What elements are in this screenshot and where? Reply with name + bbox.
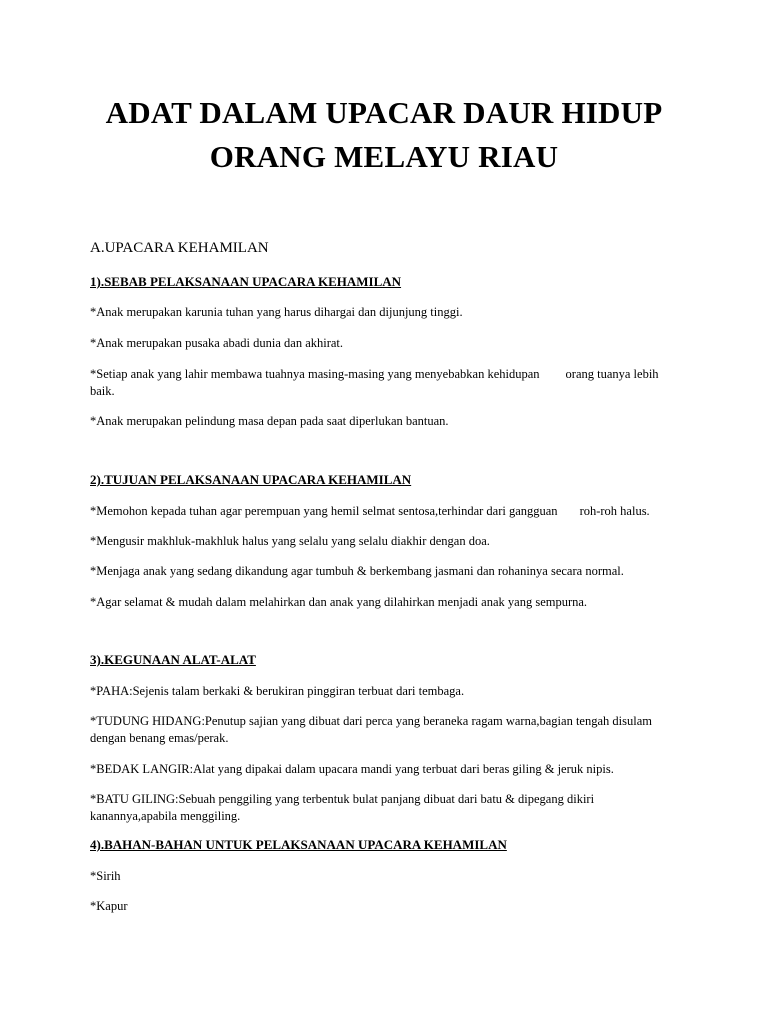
paragraph-3-4: *BATU GILING:Sebuah penggiling yang terbentuk bulat panjang dibuat dari batu & dipegang dikiri	[90, 792, 595, 806]
section-heading-a: A.UPACARA KEHAMILAN	[90, 240, 269, 256]
paragraph-2-2: *Mengusir makhluk-makhluk halus yang selalu yang selalu diakhir dengan doa.	[90, 534, 490, 548]
paragraph-1-2: *Anak merupakan pusaka abadi dunia dan akhirat.	[90, 336, 344, 350]
paragraph-1-3-text: *Setiap anak yang lahir membawa tuahnya masing-masing yang menyebabkan kehidupan	[90, 367, 540, 381]
paragraph-3-3: *BEDAK LANGIR:Alat yang dipakai dalam upacara mandi yang terbuat dari beras giling & jeruk nipis.	[90, 762, 614, 776]
paragraph-2-4: *Agar selamat & mudah dalam melahirkan dan anak yang dilahirkan menjadi anak yang sempurna.	[90, 595, 588, 609]
paragraph-4-2: *Kapur	[90, 899, 128, 913]
document-title-line-1: ADAT DALAM UPACAR DAUR HIDUP	[105, 95, 663, 130]
paragraph-3-4-wrap: kanannya,apabila menggiling.	[90, 809, 241, 823]
paragraph-3-2: *TUDUNG HIDANG:Penutup sajian yang dibuat dari perca yang beraneka ragam warna,bagian tengah disulam	[90, 714, 652, 728]
subsection-heading-1: 1).SEBAB PELAKSANAAN UPACARA KEHAMILAN	[90, 274, 402, 289]
paragraph-1-4: *Anak merupakan pelindung masa depan pada saat diperlukan bantuan.	[90, 414, 449, 428]
paragraph-1-3-continuation: orang tuanya lebih	[565, 367, 659, 381]
paragraph-2-1-text: *Memohon kepada tuhan agar perempuan yang hemil selmat sentosa,terhindar dari gangguan	[90, 504, 558, 518]
subsection-heading-4: 4).BAHAN-BAHAN UNTUK PELAKSANAAN UPACARA KEHAMILAN	[90, 837, 507, 852]
document-title-line-2: ORANG MELAYU RIAU	[209, 139, 559, 174]
paragraph-3-1: *PAHA:Sejenis talam berkaki & berukiran pinggiran terbuat dari tembaga.	[90, 684, 465, 698]
paragraph-2-3: *Menjaga anak yang sedang dikandung agar tumbuh & berkembang jasmani dan rohaninya secara normal.	[90, 564, 624, 578]
paragraph-3-2-wrap: dengan benang emas/perak.	[90, 731, 229, 745]
paragraph-2-1-continuation: roh-roh halus.	[579, 504, 650, 518]
subsection-heading-3: 3).KEGUNAAN ALAT-ALAT	[90, 652, 256, 667]
paragraph-2-1	[90, 502, 680, 521]
paragraph-1-1: *Anak merupakan karunia tuhan yang harus dihargai dan dijunjung tinggi.	[90, 305, 463, 319]
subsection-heading-2: 2).TUJUAN PELAKSANAAN UPACARA KEHAMILAN	[90, 472, 412, 487]
paragraph-4-1: *Sirih	[90, 869, 121, 883]
paragraph-1-3-wrap: baik.	[90, 384, 115, 398]
